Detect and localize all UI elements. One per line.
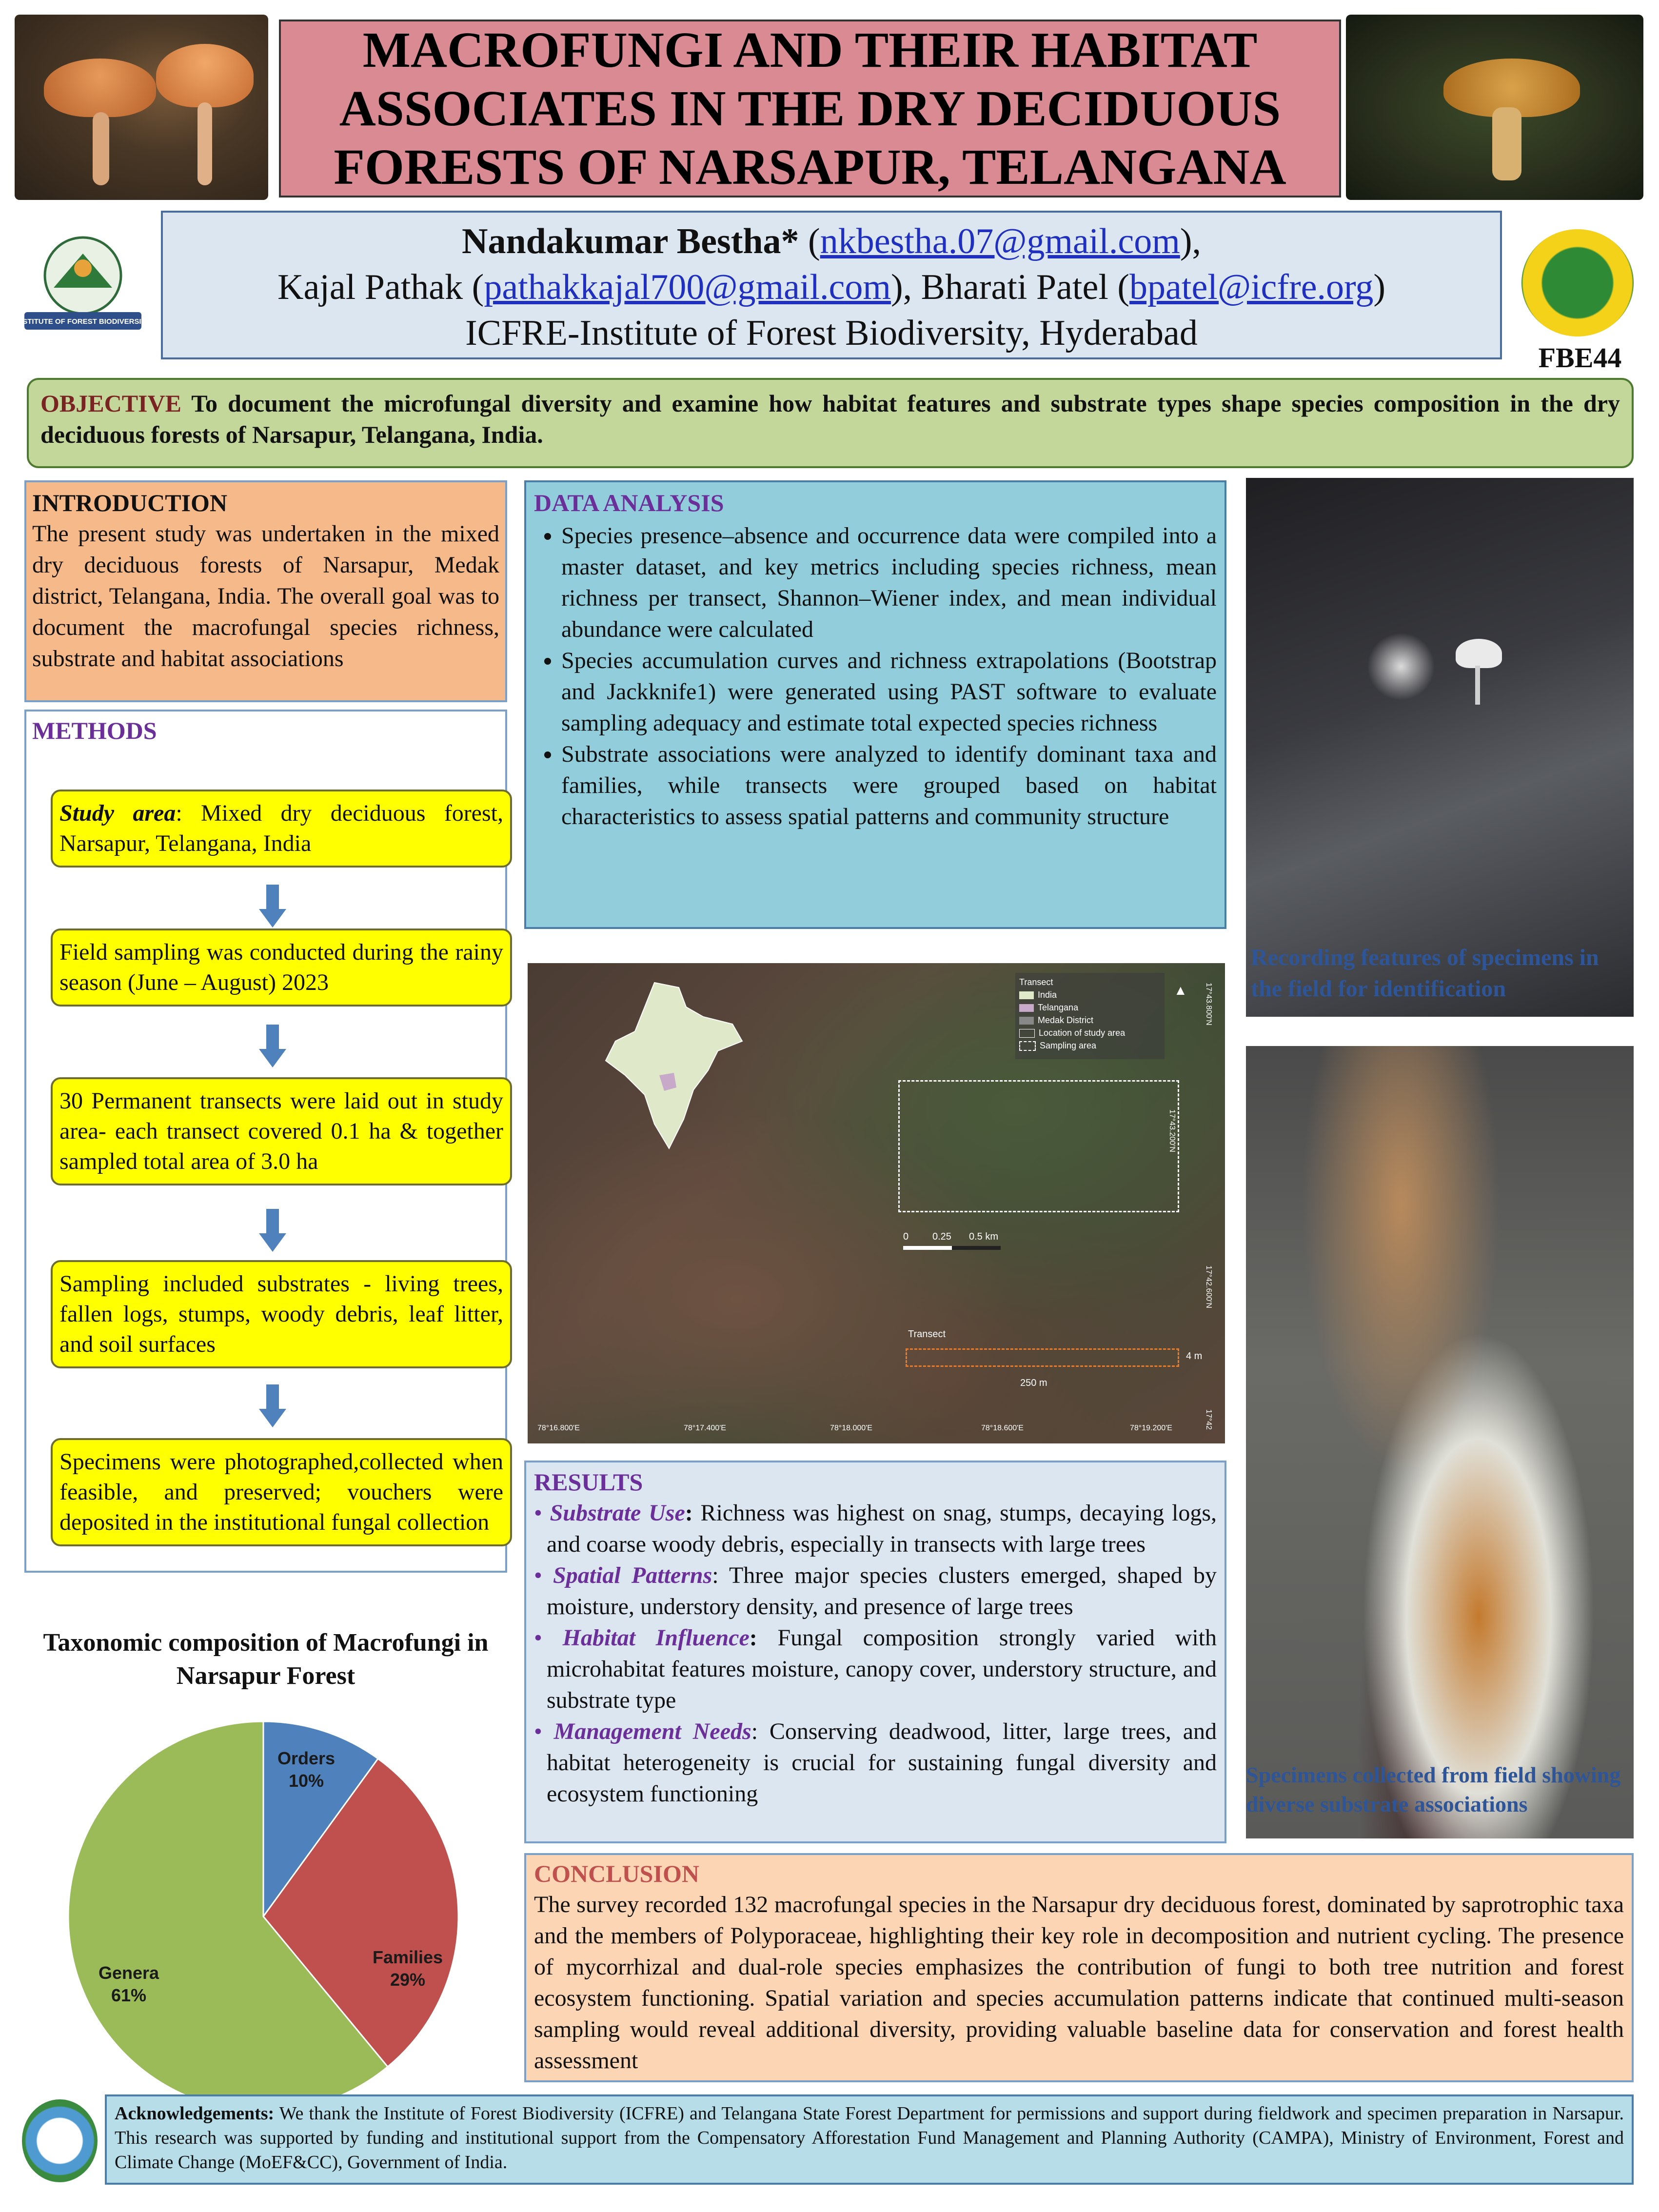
data-analysis-list bbox=[534, 520, 1217, 832]
legend-title: Transect bbox=[1019, 977, 1053, 987]
lat-tick: 17°43.200'N bbox=[1168, 1109, 1176, 1152]
scale-0: 0 bbox=[903, 1231, 909, 1242]
objective-label: OBJECTIVE bbox=[40, 390, 181, 417]
lon-tick: 78°18.600'E bbox=[981, 1424, 1024, 1432]
acknowledgements-text: We thank the Institute of Forest Biodiversity (ICFRE) and Telangana State Forest Department for permissions and support during fieldwork and specimen preparation in Narsapur. This research was supported by funding and institutional support from the Compensatory Afforestation Fund Management and Planning Authority (CAMPA), Ministry of Environment, Forest and Climate Change (MoEF&CC), Government of India. bbox=[115, 2103, 1624, 2172]
result-item: • Substrate Use: Richness was highest on snag, stumps, decaying logs, and coarse woody debris, especially in transects with large trees bbox=[534, 1500, 1217, 1557]
list-item: • Substrate associations were analyzed to identify dominant taxa and families, while transects were grouped based on habitat characteristics to assess spatial patterns and community structure bbox=[561, 739, 1217, 832]
legend-location: Location of study area bbox=[1039, 1028, 1126, 1038]
conclusion-box bbox=[524, 1853, 1634, 2082]
lon-tick: 78°16.800'E bbox=[537, 1424, 580, 1432]
result-key: Spatial Patterns bbox=[553, 1562, 712, 1588]
poster-code: FBE44 bbox=[1538, 342, 1622, 374]
result-text: Conserving deadwood, litter, large trees, and habitat heterogeneity is crucial for sustaining fungal diversity and ecosystem functioning bbox=[547, 1718, 1217, 1807]
lat-tick: 17°42 bbox=[1205, 1409, 1213, 1430]
method-step-3: 30 Permanent transects were laid out in study area- each transect covered 0.1 ha & together sampled total area of 3.0 ha bbox=[51, 1077, 512, 1185]
legend-sampling: Sampling area bbox=[1040, 1041, 1097, 1050]
specimens-photo bbox=[1246, 1046, 1634, 1838]
result-item: • Management Needs: Conserving deadwood, litter, large trees, and habitat heterogeneity is crucial for sustaining fungal diversity and ecosystem functioning bbox=[534, 1718, 1217, 1807]
chart-title: Taxonomic composition of Macrofungi in Narsapur Forest bbox=[43, 1629, 489, 1690]
pie-value-orders: 10% bbox=[288, 1771, 324, 1791]
pie-label-genera: Genera bbox=[98, 1963, 159, 1983]
ifb-logo bbox=[20, 234, 146, 336]
pie-value-genera: 61% bbox=[111, 1985, 147, 2005]
sampling-area-rect bbox=[898, 1080, 1179, 1212]
study-area-map bbox=[528, 963, 1225, 1443]
lat-tick: 17°43.800'N bbox=[1205, 983, 1213, 1026]
legend-medak: Medak District bbox=[1038, 1015, 1094, 1025]
down-arrow-icon bbox=[259, 1025, 286, 1071]
poster-title: MACROFUNGI AND THEIR HABITAT ASSOCIATES IN THE DRY DECIDUOUS FORESTS OF NARSAPUR, TELANGANA bbox=[334, 21, 1286, 195]
list-item: • Species accumulation curves and richness extrapolations (Bootstrap and Jackknife1) were generated using PAST software to evaluate sampling adequacy and estimate total expected species richness bbox=[561, 645, 1217, 739]
transect-label: Transect bbox=[908, 1329, 946, 1340]
transect-rect bbox=[906, 1348, 1179, 1367]
map-legend bbox=[1015, 973, 1165, 1059]
results-heading: RESULTS bbox=[534, 1468, 643, 1496]
lon-tick: 78°18.000'E bbox=[830, 1424, 872, 1432]
authors-line-2: Kajal Pathak (pathakkajal700@gmail.com), Bharati Patel (bpatel@icfre.org) bbox=[277, 267, 1385, 307]
pie-chart bbox=[63, 1717, 463, 2116]
acknowledgements-box bbox=[105, 2094, 1634, 2185]
author-3-name: Bharati Patel bbox=[921, 267, 1108, 307]
author-2-email-link[interactable]: pathakkajal700@gmail.com bbox=[484, 267, 891, 307]
authors-line-1: Nandakumar Bestha* (nkbestha.07@gmail.com), bbox=[462, 221, 1201, 261]
india-outline bbox=[596, 978, 747, 1153]
field-recording-photo bbox=[1246, 478, 1634, 1017]
result-key: Habitat Influence bbox=[562, 1625, 750, 1651]
method-step-1 bbox=[51, 790, 512, 868]
result-item: • Habitat Influence: Fungal composition strongly varied with microhabitat features moisture, canopy cover, understory structure, and substrate type bbox=[534, 1625, 1217, 1713]
north-arrow-icon: ▲ bbox=[1174, 983, 1187, 998]
methods-heading: METHODS bbox=[32, 717, 157, 744]
down-arrow-icon bbox=[259, 885, 286, 931]
study-area-text: : Mixed dry deciduous forest, Narsapur, Telangana, India bbox=[59, 800, 504, 856]
data-analysis-box bbox=[524, 480, 1226, 929]
list-item: • Species presence–absence and occurrence data were compiled into a master dataset, and key metrics including species richness, mean richness per transect, Shannon–Wiener index, and mean individual abundance were calculated bbox=[561, 520, 1217, 645]
scale-1: 0.25 bbox=[932, 1231, 951, 1242]
author-2-name: Kajal Pathak bbox=[277, 267, 463, 307]
svg-text:INSTITUTE OF FOREST BIODIVERSI: INSTITUTE OF FOREST BIODIVERSITY bbox=[20, 317, 146, 326]
mushroom-photo-right bbox=[1346, 15, 1643, 200]
photo-2-caption: Specimens collected from field showing diverse substrate associations bbox=[1246, 1762, 1621, 1817]
pie-label-families: Families bbox=[372, 1947, 443, 1967]
poster-title-box bbox=[279, 20, 1341, 198]
photo-1-caption: Recording features of specimens in the field for identification bbox=[1251, 945, 1599, 1002]
conclusion-heading: CONCLUSION bbox=[534, 1860, 699, 1887]
scale-bar bbox=[903, 1246, 1001, 1250]
method-step-2: Field sampling was conducted during the rainy season (June – August) 2023 bbox=[51, 928, 512, 1007]
lat-tick: 17°42.600'N bbox=[1205, 1265, 1213, 1308]
acknowledgements-label: Acknowledgements: bbox=[115, 2103, 275, 2124]
campa-logo bbox=[22, 2099, 98, 2182]
mushroom-photo-left bbox=[15, 15, 268, 200]
legend-india: India bbox=[1038, 990, 1057, 1000]
study-area-label: Study area bbox=[59, 800, 176, 826]
objective-box bbox=[27, 378, 1634, 468]
down-arrow-icon bbox=[259, 1209, 286, 1255]
author-1-name: Nandakumar Bestha* bbox=[462, 221, 799, 261]
introduction-box bbox=[24, 480, 507, 702]
result-text: Richness was highest on snag, stumps, decaying logs, and coarse woody debris, especially in transects with large trees bbox=[547, 1500, 1217, 1557]
result-item: • Spatial Patterns: Three major species clusters emerged, shaped by moisture, understory density, and presence of large trees bbox=[534, 1562, 1217, 1620]
result-key: Management Needs bbox=[553, 1718, 751, 1744]
pie-label-orders: Orders bbox=[277, 1748, 336, 1768]
transect-length: 250 m bbox=[1020, 1378, 1047, 1388]
lon-tick: 78°17.400'E bbox=[684, 1424, 726, 1432]
authors-box bbox=[161, 211, 1502, 359]
method-step-5: Specimens were photographed,collected when feasible, and preserved; vouchers were deposited in the institutional fungal collection bbox=[51, 1438, 512, 1546]
down-arrow-icon bbox=[259, 1384, 286, 1431]
result-text: Three major species clusters emerged, shaped by moisture, understory density, and presence of large trees bbox=[547, 1562, 1217, 1620]
objective-text: To document the microfungal diversity and examine how habitat features and substrate types shape species composition in the dry deciduous forests of Narsapur, Telangana, India. bbox=[40, 390, 1620, 448]
icfre-logo bbox=[1521, 229, 1634, 336]
transect-width: 4 m bbox=[1186, 1351, 1203, 1362]
introduction-heading: INTRODUCTION bbox=[32, 489, 228, 516]
conclusion-text: The survey recorded 132 macrofungal species in the Narsapur dry deciduous forest, dominated by saprotrophic taxa and the members of Polyporaceae, highlighting their key role in decomposition and nutrient cycling. The presence of mycorrhizal and dual-role species emphasizes the contribution of fungi to both tree nutrition and forest ecosystem functioning. Spatial variation and species accumulation patterns indicate that continued multi-season sampling would reveal additional diversity, providing valuable baseline data for conservation and forest health assessment bbox=[534, 1892, 1624, 2074]
scale-2: 0.5 km bbox=[969, 1231, 999, 1242]
introduction-text: The present study was undertaken in the mixed dry deciduous forests of Narsapur, Medak district, Telangana, India. The overall goal was to document the macrofungal species richness, substrate and habitat associations bbox=[32, 521, 499, 672]
lon-tick: 78°19.200'E bbox=[1130, 1424, 1172, 1432]
data-analysis-heading: DATA ANALYSIS bbox=[534, 489, 724, 516]
method-step-4: Sampling included substrates - living trees, fallen logs, stumps, woody debris, leaf litter, and soil surfaces bbox=[51, 1260, 512, 1368]
legend-telangana: Telangana bbox=[1038, 1003, 1079, 1012]
results-box bbox=[524, 1461, 1226, 1843]
result-text: Fungal composition strongly varied with microhabitat features moisture, canopy cover, understory structure, and substrate type bbox=[547, 1625, 1217, 1713]
pie-value-families: 29% bbox=[390, 1970, 426, 1990]
author-1-email-link[interactable]: nkbestha.07@gmail.com bbox=[820, 221, 1180, 261]
pie-chart-svg bbox=[63, 1717, 463, 2116]
author-3-email-link[interactable]: bpatel@icfre.org bbox=[1129, 267, 1374, 307]
result-key: Substrate Use bbox=[550, 1500, 685, 1526]
methods-box bbox=[24, 710, 507, 1573]
affiliation: ICFRE-Institute of Forest Biodiversity, Hyderabad bbox=[465, 313, 1198, 353]
